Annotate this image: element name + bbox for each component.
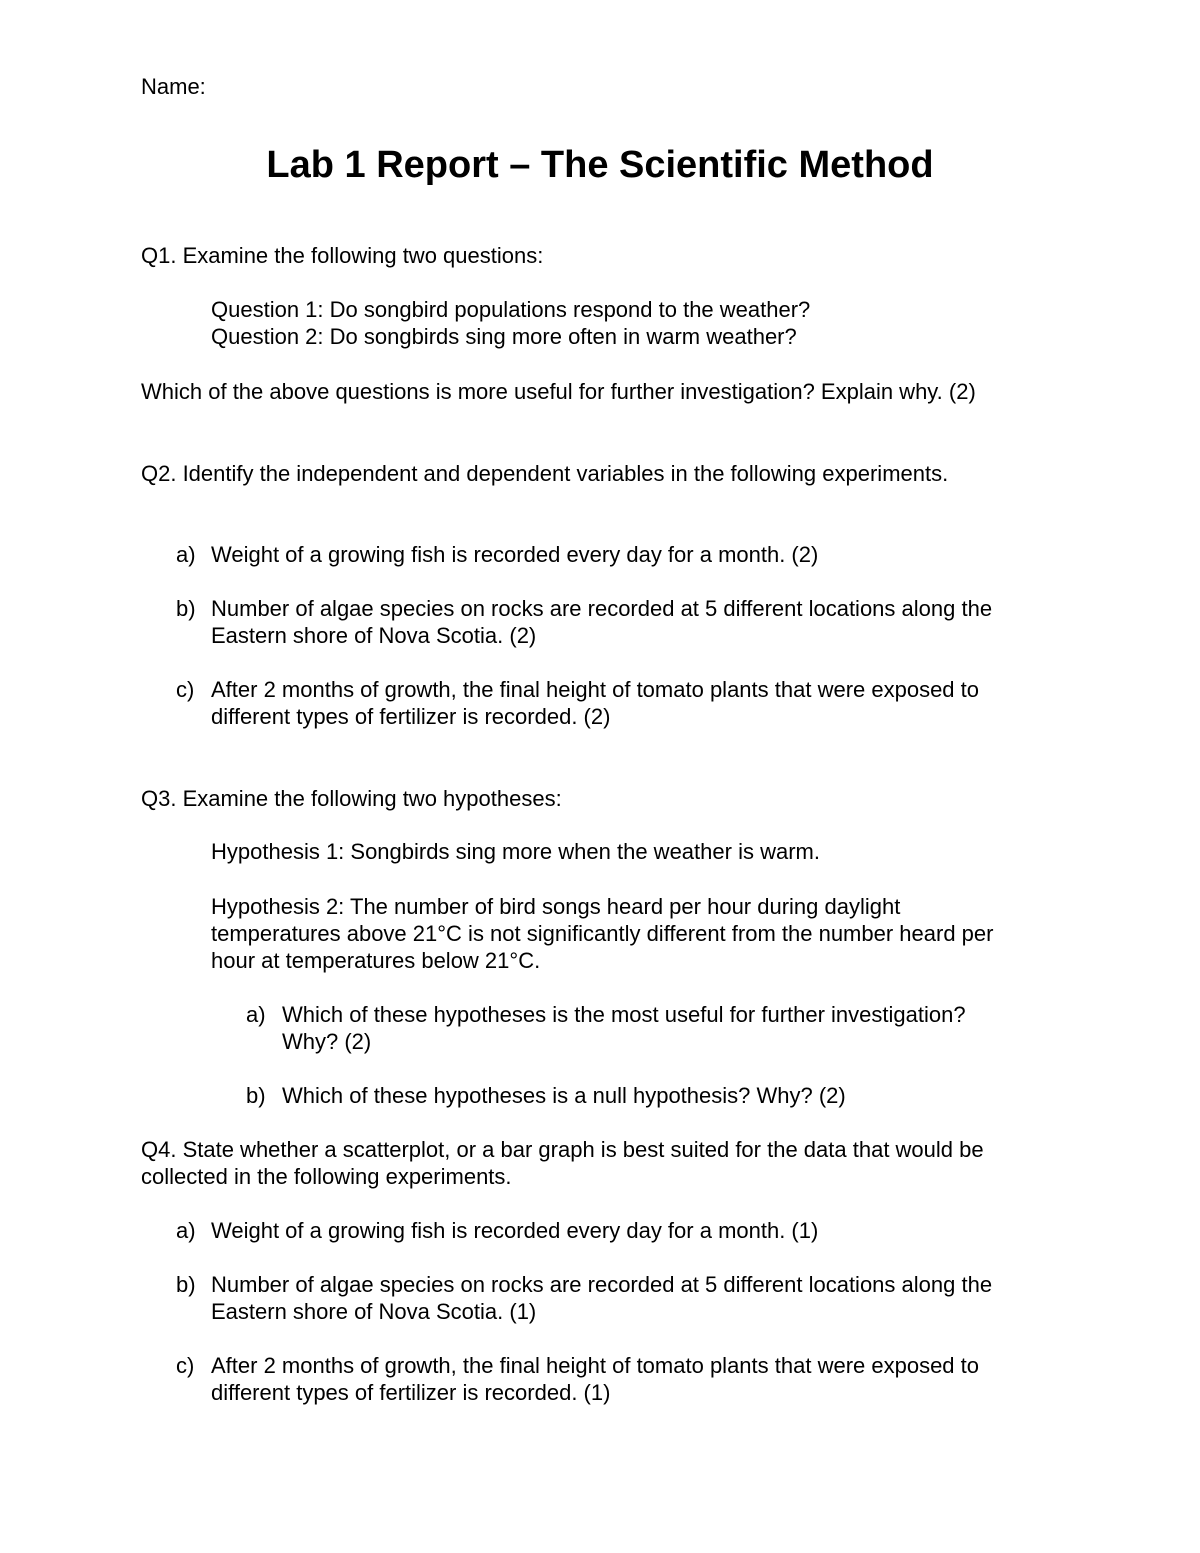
q4-item-a-line-1: Weight of a growing fish is recorded every day for a month. (1) xyxy=(211,1218,819,1243)
q4-item-c-line-2: different types of fertilizer is recorded. (1) xyxy=(211,1380,611,1405)
q2-item-a-marker: a) xyxy=(176,542,196,567)
name-label: Name: xyxy=(141,74,206,99)
q3-prompt: Q3. Examine the following two hypotheses: xyxy=(141,786,562,811)
q2-item-c-line-2: different types of fertilizer is recorded. (2) xyxy=(211,704,611,729)
q2-item-c-line-1: After 2 months of growth, the final height of tomato plants that were exposed to xyxy=(211,677,980,702)
q4-item-c-line-1: After 2 months of growth, the final height of tomato plants that were exposed to xyxy=(211,1353,980,1378)
q2-item-b-line-1: Number of algae species on rocks are recorded at 5 different locations along the xyxy=(211,596,993,621)
q2-item-b-line-2: Eastern shore of Nova Scotia. (2) xyxy=(211,623,537,648)
q3-item-a-line-1: Which of these hypotheses is the most useful for further investigation? xyxy=(282,1002,966,1027)
q3-item-a-marker: a) xyxy=(246,1002,266,1027)
q3-hypothesis-1: Hypothesis 1: Songbirds sing more when the weather is warm. xyxy=(211,839,820,864)
q4-prompt-line-1: Q4. State whether a scatterplot, or a bar graph is best suited for the data that would be xyxy=(141,1137,984,1162)
q4-item-a-marker: a) xyxy=(176,1218,196,1243)
q2-item-b-marker: b) xyxy=(176,596,196,621)
page-title: Lab 1 Report – The Scientific Method xyxy=(266,144,934,186)
q3-item-b-line-1: Which of these hypotheses is a null hypothesis? Why? (2) xyxy=(282,1083,846,1108)
q2-prompt: Q2. Identify the independent and dependent variables in the following experiments. xyxy=(141,461,949,486)
q4-item-b-marker: b) xyxy=(176,1272,196,1297)
q1-question-2: Question 2: Do songbirds sing more often in warm weather? xyxy=(211,324,797,349)
q4-item-b-line-1: Number of algae species on rocks are recorded at 5 different locations along the xyxy=(211,1272,993,1297)
q2-item-c-marker: c) xyxy=(176,677,195,702)
q2-item-a-line-1: Weight of a growing fish is recorded every day for a month. (2) xyxy=(211,542,819,567)
q3-hypothesis-2-line-2: temperatures above 21°C is not significantly different from the number heard per xyxy=(211,921,994,946)
q1-task: Which of the above questions is more useful for further investigation? Explain why. (2) xyxy=(141,379,976,404)
q3-hypothesis-2-line-3: hour at temperatures below 21°C. xyxy=(211,948,541,973)
q3-hypothesis-2-line-1: Hypothesis 2: The number of bird songs heard per hour during daylight xyxy=(211,894,901,919)
q3-item-b-marker: b) xyxy=(246,1083,266,1108)
q4-item-c-marker: c) xyxy=(176,1353,195,1378)
q3-item-a-line-2: Why? (2) xyxy=(282,1029,372,1054)
q4-prompt-line-2: collected in the following experiments. xyxy=(141,1164,512,1189)
q1-prompt: Q1. Examine the following two questions: xyxy=(141,243,544,268)
q1-question-1: Question 1: Do songbird populations respond to the weather? xyxy=(211,297,811,322)
q4-item-b-line-2: Eastern shore of Nova Scotia. (1) xyxy=(211,1299,537,1324)
